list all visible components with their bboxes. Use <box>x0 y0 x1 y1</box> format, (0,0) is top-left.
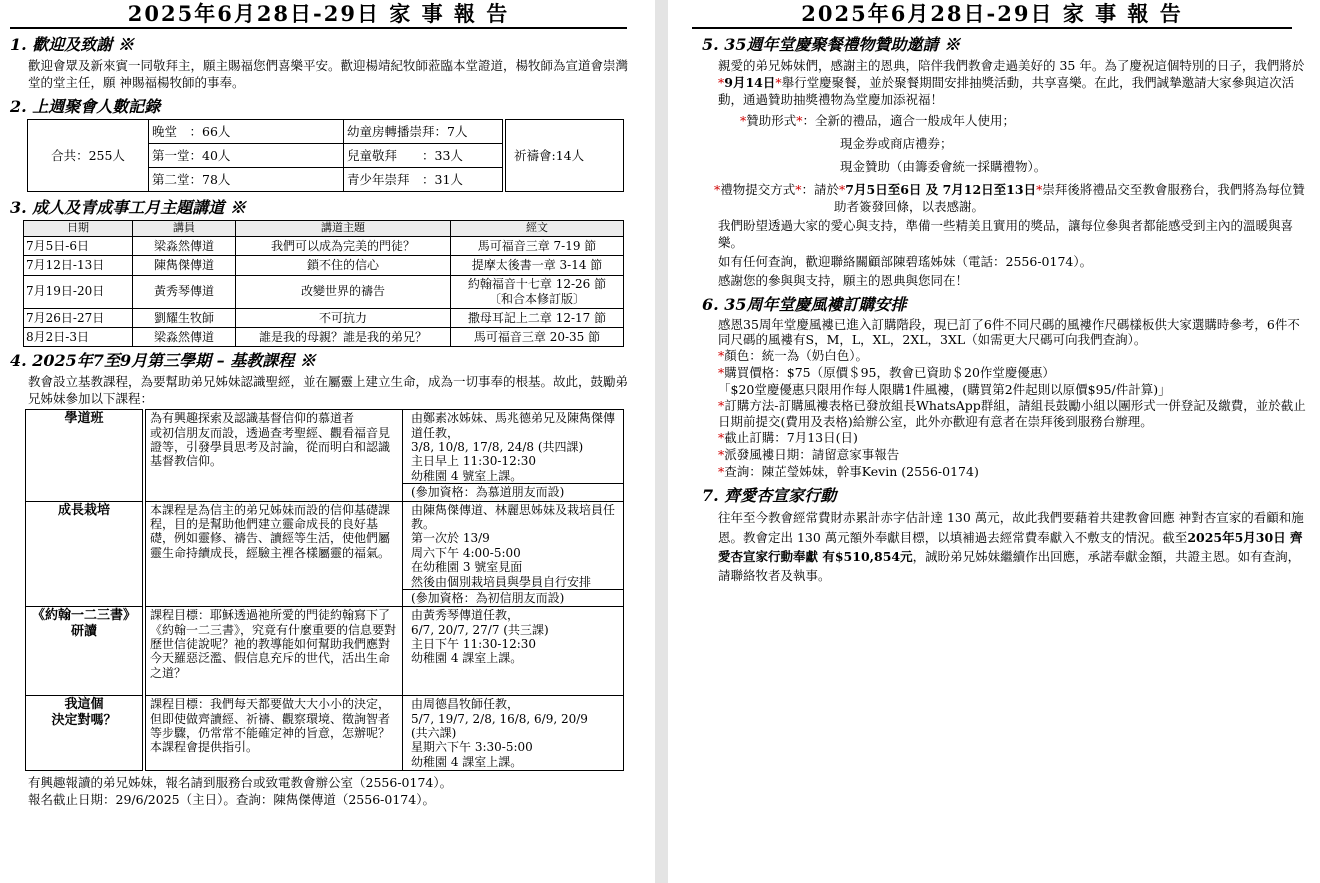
section-welcome-text: 歡迎會眾及新來賓一同敬拜主，願主賜福您們喜樂平安。歡迎楊靖紀牧師蒞臨本堂證道，楊牧師為宣道會崇灣堂的堂主任，願 神賜福楊牧師的事奉。 <box>28 58 629 90</box>
attendance-cell: 第二堂：78人 <box>149 168 344 192</box>
sermon-topic: 鎖不住的信心 <box>236 256 451 275</box>
gift-form-item: 現金券或商店禮券； <box>840 136 953 151</box>
offering-text <box>718 508 1312 586</box>
sermon-row <box>24 256 624 275</box>
course-requirement: (參加資格：為初信朋友而設) <box>403 589 623 606</box>
gift-submit-text: 請於 <box>814 182 840 197</box>
course-name: 成長栽培 <box>26 501 145 607</box>
jacket-color: *顏色：統一為（奶白色）。 <box>718 348 869 363</box>
gift-submit: *禮物提交方式*：請於*7月5日至6日 及 7月12日至13日*崇拜後將禮品交至教會服務台，我們將為每位贊助者簽發回條，以表感謝。 <box>714 182 1305 214</box>
jacket-note: 「$20堂慶優惠只限用作每人限購1件風褸，(購買第2件起則以原價$95/件計算)」 <box>718 382 1171 397</box>
offering-amount: 2025年5月30日 齊愛杏宣家行動奉獻 有$510,854元 <box>718 529 1303 564</box>
sermon-scripture: 撒母耳記上二章 12-17 節 <box>451 308 624 327</box>
sermon-date: 7月19日-20日 <box>24 275 133 308</box>
course-info: 由陳雋傑傳道、林麗思姊妹及栽培員任教。 第一次於 13/9 周六下午 4:00-5:00 在幼稚園 3 號室見面 然後由個別栽培員與學員自行安排 <box>411 502 616 589</box>
jacket-price-text: 購買價格：$75（原價＄95，教會已資助＄20作堂慶優惠） <box>724 365 1055 380</box>
course-table <box>25 409 624 771</box>
sermon-header-speaker: 講員 <box>133 221 236 237</box>
sermon-speaker: 劉耀生牧師 <box>133 308 236 327</box>
sermon-row <box>24 308 624 327</box>
jacket-color-text: 顏色：統一為（奶白色）。 <box>724 348 869 363</box>
right-page <box>668 0 1320 883</box>
attendance-cell: 第一堂：40人 <box>149 144 344 168</box>
course-info: 由黃秀琴傳道任教， 6/7, 20/7, 27/7 (共三課) 主日下午 11:30-12:30 幼稚園 4 課室上課。 <box>403 607 624 696</box>
course-description: 課程目標：耶穌透過祂所愛的門徒約翰寫下了《約翰一二三書》，究竟有什麼重要的信息要對歷世信徒說呢？祂的教導能如何幫助我們應對今天羅惡泛濫、假信息充斥的世代，活出生命之道？ <box>144 607 403 696</box>
sermon-row <box>24 327 624 346</box>
gift-submit-dates: 7月5日至6日 及 7月12日至13日 <box>845 182 1037 197</box>
offering-text-a: 往年至今教會經常費財赤累計赤字估計達 130 萬元，故此我們要藉着共建教會回應 神對杏宣家的看顧和施恩。教會定出 130 萬元額外奉獻目標，以填補過去經常費奉獻入不敷支的情況。截至 <box>718 510 1304 545</box>
section-welcome-title: 1. 歡迎及致謝 ※ <box>10 35 134 54</box>
jacket-intro: 感恩35周年堂慶風褸已進入訂購階段，現已訂了6件不同尺碼的風褸作尺碼樣板供大家選購時參考，6件不同尺碼的風褸有S，M，L，XL，2XL，3XL（如需更大尺碼可向我們查詢）。 <box>718 317 1300 347</box>
sermon-speaker: 梁淼然傳道 <box>133 327 236 346</box>
jacket-deadline-text: 截止訂購：7月13日(日) <box>724 430 858 446</box>
dinner-date: 9月14日 <box>724 75 776 90</box>
gift-form-line: *贊助形式*：全新的禮品，適合一般成年人使用； <box>740 113 1016 128</box>
gift-text: 親愛的弟兄姊妹們，感謝主的恩典，陪伴我們教會走過美好的 35 年。為了慶祝這個特別的日子，我們將於 <box>718 58 1305 73</box>
page-gutter <box>655 0 668 883</box>
sermon-header-scripture: 經文 <box>451 221 624 237</box>
jacket-dispatch-text: 派發風褸日期：請留意家事報告 <box>724 447 900 463</box>
section-gift-title: 5. 35週年堂慶聚餐禮物贊助邀請 ※ <box>702 35 961 54</box>
gift-submit-text: 崇拜後將禮品交至教會服務台，我們將為每位贊助者簽發回條，以表感謝。 <box>834 182 1305 214</box>
course-info: 由周德昌牧師任教， 5/7, 19/7, 2/8, 16/8, 6/9, 20/9 (共六課) 星期六下午 3:30-5:00 幼稚園 4 課室上課。 <box>403 696 624 771</box>
sermon-speaker: 陳雋傑傳道 <box>133 256 236 275</box>
gift-thanks: 感謝您的參與與支持，願主的恩典與您同在！ <box>718 273 969 288</box>
section-attendance-title: 2. 上週聚會人數記錄 <box>10 97 161 116</box>
courses-footer-deadline: 報名截止日期：29/6/2025（主日）。查詢：陳雋傑傳道（2556-0174）。 <box>28 792 435 808</box>
jacket-method: *訂購方法-訂購風褸表格已發放組長WhatsApp群組，請組長鼓勵小組以團形式一併登記及繳費，並於截止日期前提交(費用及表格)給辦公室，此外亦歡迎有意者在崇拜後到服務台辦理。 <box>718 398 1306 429</box>
sermon-header-date: 日期 <box>24 221 133 237</box>
section-jacket-title: 6. 35周年堂慶風褸訂購安排 <box>702 295 907 314</box>
attendance-prayer: 祈禱會:14人 <box>504 120 624 192</box>
jacket-enquiry: *查詢：陳芷瑩姊妹，幹事Kevin (2556-0174) <box>718 464 979 480</box>
attendance-table <box>27 119 624 192</box>
jacket-dispatch: *派發風褸日期：請留意家事報告 <box>718 447 900 463</box>
gift-form-label: 贊助形式 <box>746 113 797 128</box>
gift-submit-label: 禮物提交方式 <box>720 182 796 197</box>
sermon-row <box>24 236 624 255</box>
sermon-date: 7月26日-27日 <box>24 308 133 327</box>
sermon-scripture: 約翰福音十七章 12-26 節 〔和合本修訂版〕 <box>451 275 624 308</box>
attendance-cell: 幼童房轉播崇拜：7人 <box>344 120 505 144</box>
gift-form-item: 全新的禮品，適合一般成年人使用； <box>815 113 1016 128</box>
course-info: 由鄭素冰姊妹、馬兆德弟兄及陳雋傑傳道任教， 3/8, 10/8, 17/8, 24/8 (共四課) 主日早上 11:30-12:30 幼稚園 4 號室上課。 <box>411 411 616 483</box>
sermon-scripture: 馬可福音三章 7-19 節 <box>451 236 624 255</box>
gift-text: 舉行堂慶聚餐，並於聚餐期間安排抽獎活動，共享喜樂。在此，我們誠摯邀請大家參與這次活動，通過贊助抽獎禮物為堂慶加添祝福！ <box>718 75 1295 107</box>
sermon-topic: 不可抗力 <box>236 308 451 327</box>
attendance-cell: 兒童敬拜 ：33人 <box>344 144 505 168</box>
left-page <box>0 0 655 883</box>
gift-paragraph: 親愛的弟兄姊妹們，感謝主的恩典，陪伴我們教會走過美好的 35 年。為了慶祝這個特別的日子，我們將於*9月14日*舉行堂慶聚餐，並於聚餐期間安排抽獎活動，共享喜樂。在此，我們誠摯邀請大家參與這次活動，通過贊助抽獎禮物為堂慶加添祝福！ <box>718 58 1305 107</box>
sermon-date: 7月5日-6日 <box>24 236 133 255</box>
attendance-total: 合共：255人 <box>28 120 149 192</box>
sermon-scripture: 馬可福音三章 20-35 節 <box>451 327 624 346</box>
sermon-table <box>23 220 624 347</box>
jacket-enquiry-text: 查詢：陳芷瑩姊妹，幹事Kevin (2556-0174) <box>724 464 979 480</box>
course-description: 本課程是為信主的弟兄姊妹而設的信仰基礎課程，目的是幫助他們建立靈命成長的良好基礎，例如靈修、禱告、讀經等生活，使他們屬靈生命持續成長，經驗主裡各樣屬靈的福氣。 <box>144 501 403 607</box>
course-row <box>26 501 624 607</box>
offering-text-b: ，誠盼弟兄姊妹繼續作出回應，承諾奉獻金額，共證主恩。如有查詢，請聯絡牧者及執事。 <box>718 549 1301 584</box>
sermon-header-topic: 講道主題 <box>236 221 451 237</box>
gift-form-item: 現金贊助（由籌委會統一採購禮物）。 <box>840 159 1047 174</box>
sermon-topic: 誰是我的母親？誰是我的弟兄？ <box>236 327 451 346</box>
jacket-method-text: 訂購方法-訂購風褸表格已發放組長WhatsApp群組，請組長鼓勵小組以團形式一併登記及繳費，並於截止日期前提交(費用及表格)給辦公室，此外亦歡迎有意者在崇拜後到服務台辦理。 <box>718 398 1306 429</box>
sermon-date: 8月2日-3日 <box>24 327 133 346</box>
gift-paragraph: 我們盼望透過大家的愛心與支持，準備一些精美且實用的獎品，讓每位參與者都能感受到主內的溫暖與喜樂。 <box>718 218 1294 250</box>
sermon-row <box>24 275 624 308</box>
sermon-scripture: 提摩太後書一章 3-14 節 <box>451 256 624 275</box>
course-name: 《約翰一二三書》 研讀 <box>26 607 145 696</box>
course-name: 學道班 <box>26 410 145 501</box>
sermon-speaker: 梁淼然傳道 <box>133 236 236 255</box>
sermon-date: 7月12日-13日 <box>24 256 133 275</box>
course-row <box>26 696 624 771</box>
page-title: 2025年6月28日-29日 家 事 報 告 <box>692 1 1292 29</box>
sermon-speaker: 黃秀琴傳道 <box>133 275 236 308</box>
page-title: 2025年6月28日-29日 家 事 報 告 <box>10 1 627 29</box>
sermon-topic: 改變世界的禱告 <box>236 275 451 308</box>
attendance-cell: 晚堂 ：66人 <box>149 120 344 144</box>
course-row <box>26 607 624 696</box>
jacket-deadline: *截止訂購：7月13日(日) <box>718 430 858 446</box>
section-offering-title: 7. 齊愛杏宣家行動 <box>702 486 837 506</box>
section-courses-title: 4. 2025年7至9月第三學期 – 基教課程 ※ <box>10 351 316 371</box>
course-description: 課程目標：我們每天都要做大大小小的決定，但即使做齊讀經、祈禱、觀察環境、徵詢智者等步驟，仍常常不能確定神的旨意，怎辦呢？本課程會提供指引。 <box>144 696 403 771</box>
section-sermon-title: 3. 成人及青成事工月主題講道 ※ <box>10 198 246 217</box>
jacket-price: *購買價格：$75（原價＄95，教會已資助＄20作堂慶優惠） <box>718 365 1055 380</box>
course-requirement: (參加資格：為慕道朋友而設) <box>403 483 623 500</box>
course-name: 我這個 決定對嗎？ <box>26 696 145 771</box>
course-row <box>26 410 624 501</box>
course-description: 為有興趣探索及認識基督信仰的慕道者 或初信朋友而設，透過查考聖經、觀看福音見證等，引發學員思考及討論，從而明白和認識基督教信仰。 <box>144 410 403 501</box>
courses-footer-register: 有興趣報讀的弟兄姊妹，報名請到服務台或致電教會辦公室（2556-0174）。 <box>28 775 453 791</box>
sermon-topic: 我們可以成為完美的門徒？ <box>236 236 451 255</box>
sermon-header-row <box>24 221 624 237</box>
attendance-cell: 青少年崇拜 ：31人 <box>344 168 505 192</box>
courses-intro: 教會設立基教課程，為要幫助弟兄姊妹認識聖經，並在屬靈上建立生命，成為一切事奉的根基。故此，鼓勵弟兄姊妹參加以下課程： <box>28 374 629 407</box>
gift-contact: 如有任何查詢，歡迎聯絡關顧部陳碧瑤姊妹（電話：2556-0174）。 <box>718 254 1093 269</box>
